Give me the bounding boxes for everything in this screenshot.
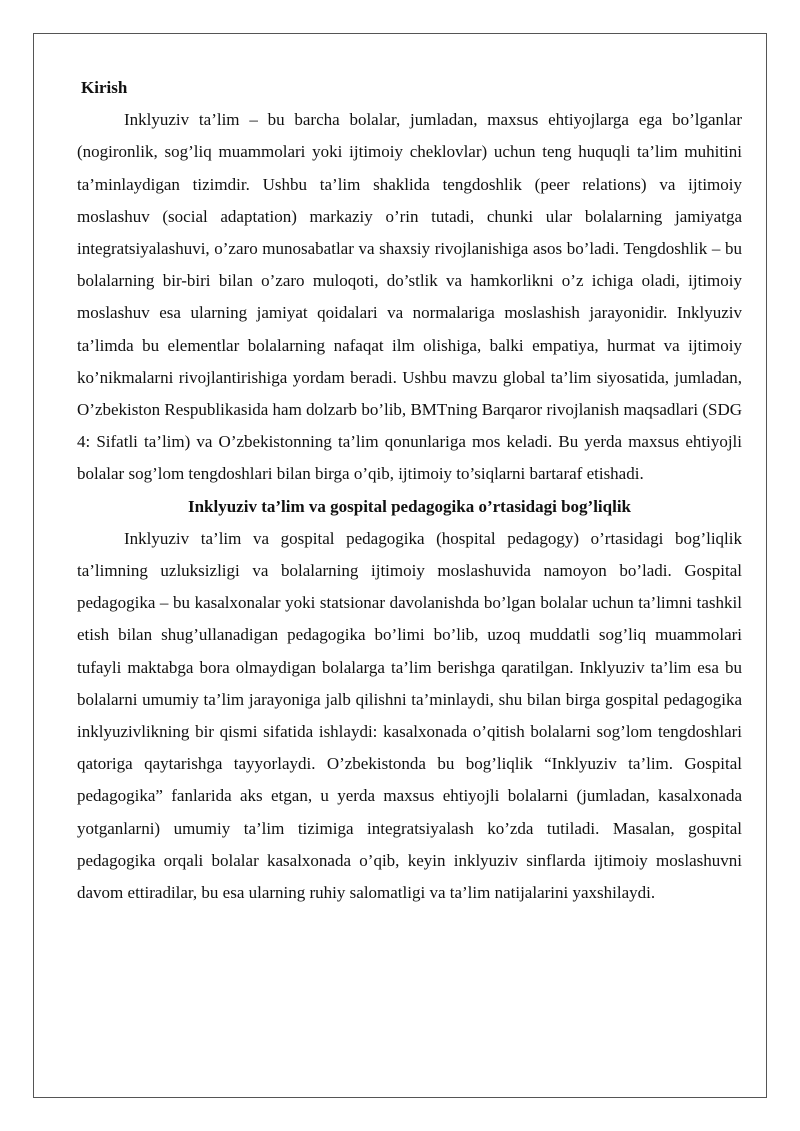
document-body — [77, 72, 742, 909]
section-heading: Inklyuziv ta’lim va gospital pedagogika o’rtasidagi bog’liqlik — [187, 496, 631, 516]
section-paragraph: Inklyuziv ta’lim va gospital pedagogika (hospital pedagogy) o’rtasidagi bog’liqlik ta’limning uzluksizligi va bolalarning ijtimoiy moslashuvida namoyon bo’ladi. Gospital pedagogika – bu kasalxonalar yoki statsionar davolanishda bo’lgan bolalar uchun ta’limni tashkil etish bilan shug’ullanadigan pedagogika bo’limi bo’lib, uzoq muddatli sog’liq muammolari tufayli maktabga bora olmaydigan bolalarga ta’lim berishga qaratilgan. Inklyuziv ta’lim esa bu bolalarni umumiy ta’lim jarayoniga jalb qilishni ta’minlaydi, shu bilan birga gospital pedagogika inklyuzivlikning bir qismi sifatida ishlaydi: kasalxonada o’qitish bolalarni sog’lom tengdoshlari qatoriga qaytarishga tayyorlaydi. O’zbekistonda bu bog’liqlik “Inklyuziv ta’lim. Gospital pedagogika” fanlarida aks etgan, u yerda maxsus ehtiyojli bolalarni (jumladan, kasalxonada yotganlarni) umumiy ta’lim tizimiga integratsiyalash ko’zda tutiladi. Masalan, gospital pedagogika orqali bolalar kasalxonada o’qib, keyin inklyuziv sinflarda ijtimoiy moslashuvni davom ettiradilar, bu esa ularning ruhiy salomatligi va ta’lim natijalarini yaxshilaydi. — [77, 528, 742, 903]
intro-heading: Kirish — [81, 78, 128, 97]
intro-paragraph: Inklyuziv ta’lim – bu barcha bolalar, jumladan, maxsus ehtiyojlarga ega bo’lganlar (nogironlik, sog’liq muammolari yoki ijtimoiy cheklovlar) uchun teng huquqli ta’lim muhitini ta’minlaydigan tizimdir. Ushbu ta’lim shaklida tengdoshlik (peer relations) va ijtimoiy moslashuv (social adaptation) markaziy o’rin tutadi, chunki ular bolalarning jamiyatga integratsiyalashuvi, o’zaro munosabatlar va shaxsiy rivojlanishiga asos bo’ladi. Tengdoshlik – bu bolalarning bir-biri bilan o’zaro muloqoti, do’stlik va hamkorlikni o’z ichiga oladi, ijtimoiy moslashuv esa ularning jamiyat qoidalari va normalariga moslashish jarayonidir. Inklyuziv ta’limda bu elementlar bolalarning nafaqat ilm olishiga, balki empatiya, hurmat va ijtimoiy ko’nikmalarni rivojlantirishiga yordam beradi. Ushbu mavzu global ta’lim siyosatida, jumladan, O’zbekiston Respublikasida ham dolzarb bo’lib, BMTning Barqaror rivojlanish maqsadlari (SDG 4: Sifatli ta’lim) va O’zbekistonning ta’lim qonunlariga mos keladi. Bu yerda maxsus ehtiyojli bolalar sog’lom tengdoshlari bilan birga o’qib, ijtimoiy to’siqlarni bartaraf etishadi. — [77, 110, 742, 484]
